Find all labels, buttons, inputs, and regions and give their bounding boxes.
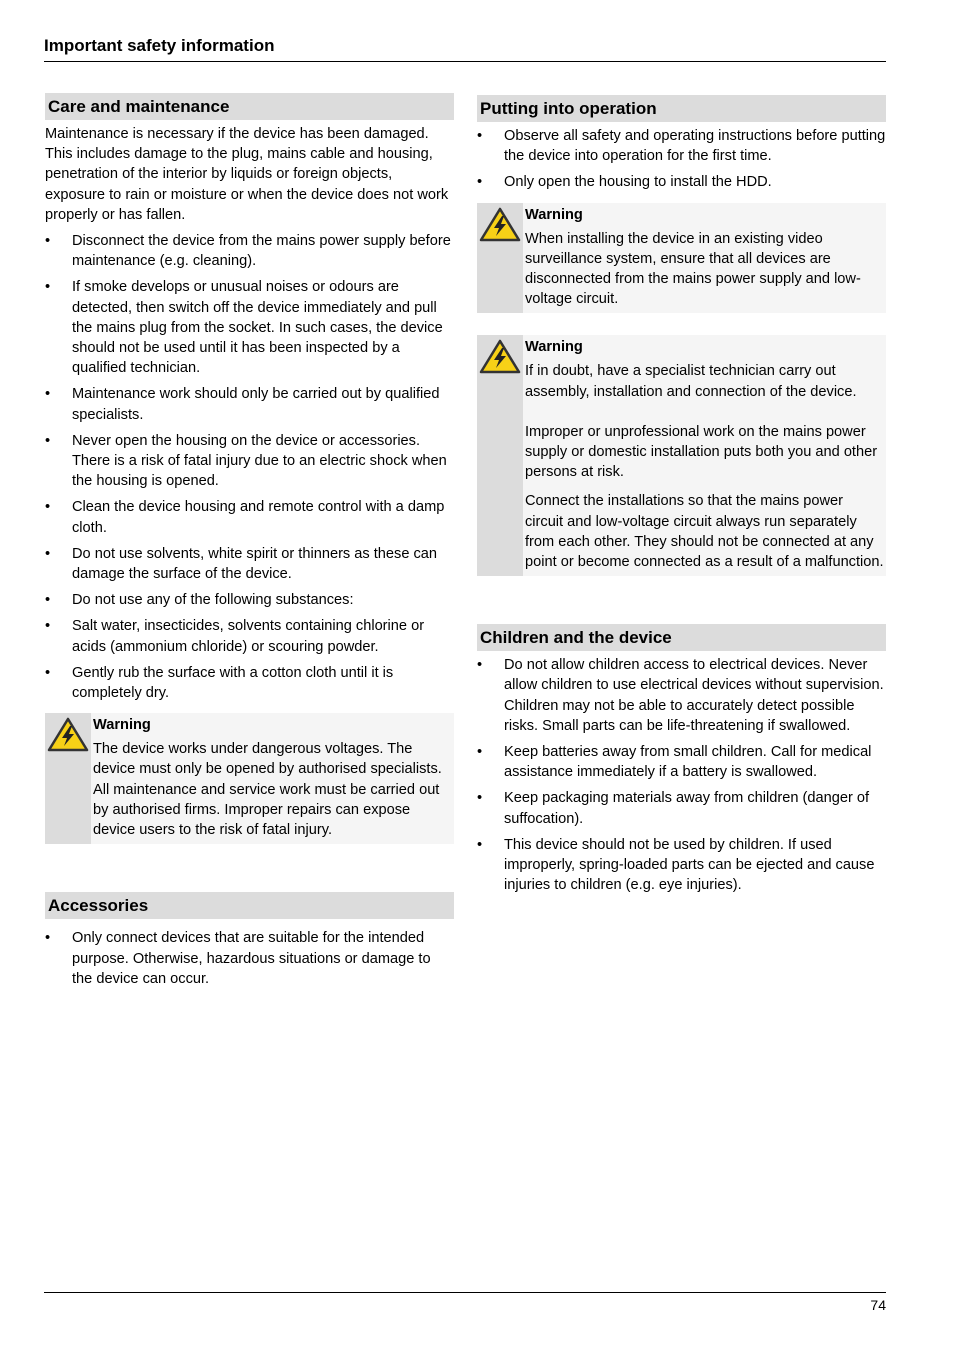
list-item: • If smoke develops or unusual noises or odours are detected, then switch off the device immediately and pull the mains plug from the socket. In such cases, the device should not be used until it has been inspected by a qualified technician. bbox=[45, 279, 443, 377]
warning-text: Connect the installations so that the mains power circuit and low-voltage circuit always run separately from each other. They should not be connected at any point or become connected as a result of a malfunction. bbox=[525, 493, 884, 571]
bullet-icon: • bbox=[45, 618, 51, 635]
section-heading-accessories: Accessories bbox=[45, 892, 454, 919]
warning-title: Warning bbox=[525, 339, 583, 356]
bullet-icon: • bbox=[477, 744, 483, 761]
list-item: • Keep packaging materials away from children (danger of suffocation). bbox=[477, 790, 870, 827]
bullet-icon: • bbox=[45, 432, 51, 449]
list-item: • Keep batteries away from small children. Call for medical assistance immediately if a battery is swallowed. bbox=[477, 744, 872, 781]
bullet-icon: • bbox=[45, 545, 51, 562]
left-column bbox=[45, 93, 454, 995]
list-item: • Observe all safety and operating instructions before putting the device into operation for the first time. bbox=[477, 128, 886, 165]
warning-box-installation bbox=[477, 203, 886, 314]
warning-title: Warning bbox=[93, 717, 151, 734]
list-item: • Clean the device housing and remote control with a damp cloth. bbox=[45, 499, 445, 536]
list-item: • Disconnect the device from the mains power supply before maintenance (e.g. cleaning). bbox=[45, 233, 451, 270]
page-header bbox=[44, 36, 886, 62]
list-item: • Only connect devices that are suitable for the intended purpose. Otherwise, hazardous situations or damage to the device can occur. bbox=[45, 930, 431, 987]
warning-box-care bbox=[45, 713, 454, 844]
children-bullet-list bbox=[477, 655, 886, 895]
list-item: • Salt water, insecticides, solvents containing chlorine or acids (ammonium chloride) or scouring powder. bbox=[45, 618, 425, 655]
bullet-icon: • bbox=[477, 790, 483, 807]
high-voltage-warning-icon bbox=[47, 717, 89, 753]
list-item: • Maintenance work should only be carried out by qualified specialists. bbox=[45, 386, 440, 423]
bullet-icon: • bbox=[45, 930, 51, 947]
bullet-icon: • bbox=[477, 174, 483, 191]
right-column bbox=[477, 95, 886, 901]
high-voltage-warning-icon bbox=[479, 207, 521, 243]
warning-text: Improper or unprofessional work on the mains power supply or domestic installation puts both you and other persons at risk. bbox=[525, 423, 878, 481]
warning-text: If in doubt, have a specialist technician carry out assembly, installation and connection of the device. bbox=[525, 363, 857, 400]
bullet-icon: • bbox=[45, 592, 51, 609]
page-footer bbox=[44, 1292, 886, 1313]
bullet-icon: • bbox=[45, 233, 51, 250]
operation-bullet-list bbox=[477, 126, 886, 193]
bullet-icon: • bbox=[45, 499, 51, 516]
warning-title: Warning bbox=[525, 206, 583, 223]
list-item: • Gently rub the surface with a cotton cloth until it is completely dry. bbox=[45, 664, 394, 702]
list-item: • Do not use solvents, white spirit or thinners as these can damage the surface of the device. bbox=[45, 545, 438, 583]
section-heading-operation: Putting into operation bbox=[477, 95, 886, 122]
section-heading-children: Children and the device bbox=[477, 624, 886, 651]
warning-text: When installing the device in an existing video surveillance system, ensure that all devices are disconnected from the mains power supply and low-voltage circuit. bbox=[525, 230, 861, 308]
section-heading-care: Care and maintenance bbox=[45, 93, 454, 120]
list-item: • Do not allow children access to electrical devices. Never allow children to use electrical devices without supervision. Children may not be able to accurately detect possible risks. Small parts can be life-threatening if swallowed. bbox=[477, 657, 884, 734]
bullet-icon: • bbox=[477, 657, 483, 674]
page-header-title: Important safety information bbox=[44, 36, 275, 55]
high-voltage-warning-icon bbox=[479, 339, 521, 375]
warning-box-specialist bbox=[477, 335, 886, 576]
list-item: • Never open the housing on the device or accessories. There is a risk of fatal injury due to an electric shock when the housing is opened. bbox=[45, 432, 447, 490]
accessories-bullet-list bbox=[45, 928, 454, 989]
care-bullet-list bbox=[45, 231, 454, 703]
bullet-icon: • bbox=[477, 836, 483, 853]
bullet-icon: • bbox=[45, 279, 51, 296]
bullet-icon: • bbox=[45, 386, 51, 403]
list-item: • Only open the housing to install the HDD. bbox=[477, 172, 886, 192]
page-number: 74 bbox=[870, 1297, 886, 1313]
care-intro: Maintenance is necessary if the device has been damaged. This includes damage to the plug, mains cable and housing, penetration of the interior by liquids or foreign objects, exposure to rain or moisture or when the device does not work properly or has fallen. bbox=[45, 126, 449, 223]
bullet-icon: • bbox=[477, 128, 483, 144]
warning-text: The device works under dangerous voltages. The device must only be opened by authorised specialists. All maintenance and service work must be carried out by authorised firms. Improper repairs can expose device users to the risk of fatal injury. bbox=[93, 741, 442, 839]
list-item: • This device should not be used by children. If used improperly, spring-loaded parts can be ejected and cause injuries to children (e.g. eye injuries). bbox=[477, 836, 875, 894]
bullet-icon: • bbox=[45, 664, 51, 681]
list-item: • Do not use any of the following substances: bbox=[45, 590, 454, 610]
